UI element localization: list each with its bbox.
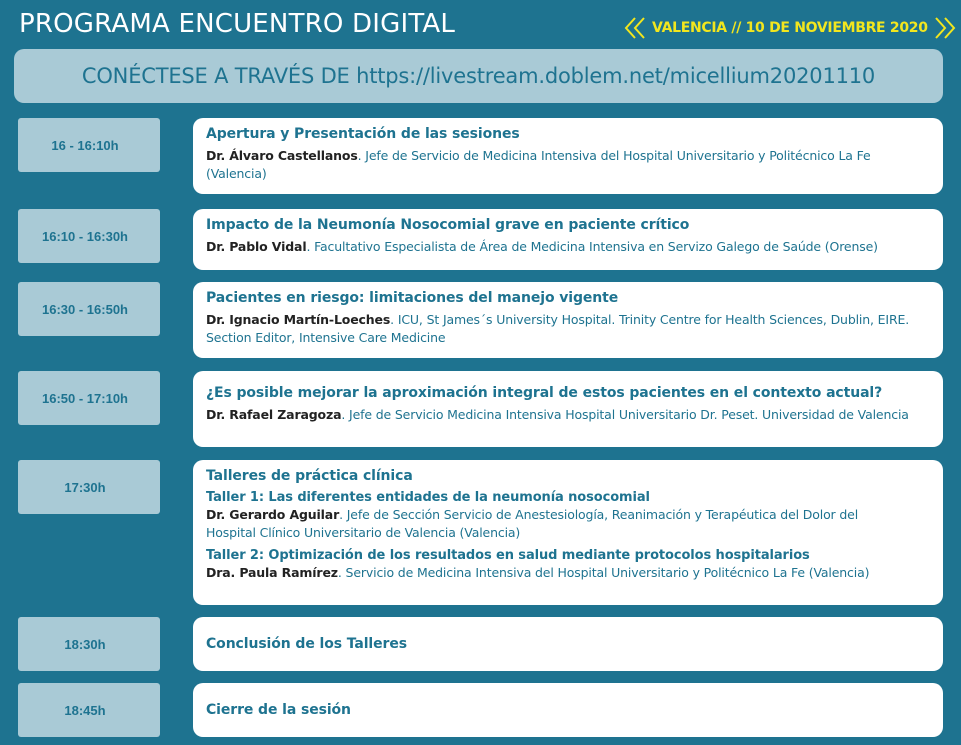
page-title: PROGRAMA ENCUENTRO DIGITAL <box>19 9 456 39</box>
speaker-name: Dr. Pablo Vidal <box>206 239 307 254</box>
speaker-affiliation: . Facultativo Especialista de Área de Medicina Intensiva en Servizo Galego de Saúde (Orense) <box>306 239 878 254</box>
session-time-3: 16:30 - 16:50h <box>18 282 160 336</box>
speaker-affiliation: . ICU, St James´s University Hospital. Trinity Centre for Health Sciences, Dublin, EIRE. <box>390 312 910 327</box>
session-time-6: 18:30h <box>18 617 160 671</box>
event-info <box>624 14 956 42</box>
session-speaker-line <box>206 311 931 329</box>
speaker-name: Dr. Gerardo Aguilar <box>206 507 340 522</box>
double-chevron-left-icon <box>624 15 646 41</box>
speaker-name: Dra. Paula Ramírez <box>206 565 338 580</box>
session-title: ¿Es posible mejorar la aproximación integral de estos pacientes en el contexto actual? <box>206 385 883 401</box>
livestream-banner[interactable] <box>14 49 943 103</box>
session-title: Apertura y Presentación de las sesiones <box>206 126 520 142</box>
speaker-affiliation: . Jefe de Servicio Medicina Intensiva Hospital Universitario Dr. Peset. Universidad de Valencia <box>341 407 909 422</box>
session-card-4 <box>193 371 943 447</box>
workshop-speaker-line <box>206 506 931 524</box>
session-time-4: 16:50 - 17:10h <box>18 371 160 425</box>
session-speaker-line <box>206 147 931 165</box>
speaker-affiliation: . Servicio de Medicina Intensiva del Hospital Universitario y Politécnico La Fe (Valencia) <box>337 565 870 580</box>
session-card-1 <box>193 118 943 194</box>
session-title: Conclusión de los Talleres <box>206 636 407 652</box>
session-time-7: 18:45h <box>18 683 160 737</box>
session-card-3 <box>193 282 943 358</box>
session-title: Pacientes en riesgo: limitaciones del manejo vigente <box>206 290 619 306</box>
speaker-name: Dr. Rafael Zaragoza <box>206 407 342 422</box>
workshop-speaker-line <box>206 564 931 582</box>
speaker-name: Dr. Álvaro Castellanos <box>206 148 358 163</box>
session-card-2 <box>193 209 943 270</box>
session-time-2: 16:10 - 16:30h <box>18 209 160 263</box>
workshop-title-1: Taller 1: Las diferentes entidades de la neumonía nosocomial <box>206 490 650 505</box>
session-title: Cierre de la sesión <box>206 702 351 718</box>
session-card-7 <box>193 683 943 737</box>
double-chevron-right-icon <box>934 15 956 41</box>
session-title: Talleres de práctica clínica <box>206 468 413 484</box>
session-speaker-line <box>206 238 931 256</box>
speaker-affiliation-cont: (Valencia) <box>206 166 267 181</box>
event-location-date: VALENCIA // 10 DE NOVIEMBRE 2020 <box>652 20 928 36</box>
speaker-affiliation: . Jefe de Servicio de Medicina Intensiva del Hospital Universitario y Politécnico La Fe <box>357 148 871 163</box>
session-card-5 <box>193 460 943 605</box>
session-time-5: 17:30h <box>18 460 160 514</box>
session-title: Impacto de la Neumonía Nosocomial grave en paciente crítico <box>206 217 690 233</box>
session-time-1: 16 - 16:10h <box>18 118 160 172</box>
speaker-name: Dr. Ignacio Martín-Loeches <box>206 312 391 327</box>
speaker-affiliation-cont: Hospital Clínico Universitario de Valencia (Valencia) <box>206 525 521 540</box>
workshop-title-2: Taller 2: Optimización de los resultados en salud mediante protocolos hospitalarios <box>206 548 810 563</box>
session-speaker-line <box>206 406 931 424</box>
session-card-6 <box>193 617 943 671</box>
speaker-affiliation-cont: Section Editor, Intensive Care Medicine <box>206 330 446 345</box>
speaker-affiliation: . Jefe de Sección Servicio de Anestesiología, Reanimación y Terapéutica del Dolor del <box>339 507 859 522</box>
livestream-link[interactable]: CONÉCTESE A TRAVÉS DE https://livestream.doblem.net/micellium20201110 <box>81 64 876 88</box>
